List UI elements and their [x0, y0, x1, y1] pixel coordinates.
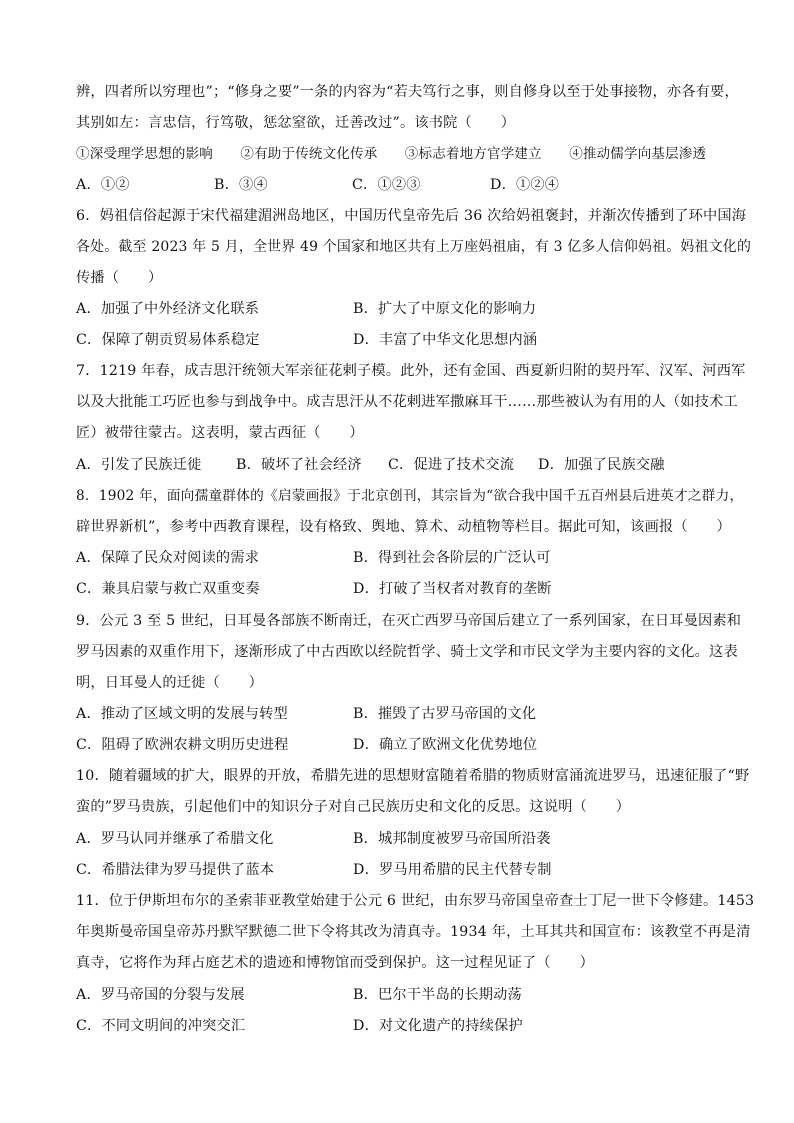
- q8-stem-line-2: 辟世界新机”，参考中西教育课程，设有格致、舆地、算术、动植物等栏目。据此可知，该画报（ ）: [76, 519, 731, 535]
- q5-statements: ①深受理学思想的影响 ②有助于传统文化传承 ③标志着地方官学建立 ④推动儒学向基层渗透: [76, 146, 707, 162]
- q7-option-a[interactable]: A．引发了民族迁徙: [76, 457, 202, 473]
- q6-option-c[interactable]: C．保障了朝贡贸易体系稳定: [76, 332, 260, 348]
- q5-stem-line-2: 其别如左：言忠信，行笃敬，惩忿窒欲，迁善改过”。该书院（ ）: [76, 115, 516, 131]
- q7-stem-line-2: 以及大批能工巧匠也参与到战争中。成吉思汗从不花剌进军撒麻耳干……那些被认为有用的人（如技术工: [76, 394, 738, 410]
- q10-option-c[interactable]: C．希腊法律为罗马提供了蓝本: [76, 862, 275, 878]
- q11-option-b[interactable]: B．巴尔干半岛的长期动荡: [353, 987, 522, 1003]
- q9-option-d[interactable]: D．确立了欧洲文化优势地位: [353, 737, 538, 753]
- q10-option-a[interactable]: A．罗马认同并继承了希腊文化: [76, 831, 274, 847]
- q6-stem-line-3: 传播（ ）: [76, 270, 163, 286]
- q8-stem-line-1: 8．1902 年，面向孺童群体的《启蒙画报》于北京创刊，其宗旨为“欲合我中国千五百州县后进英才之群力，: [76, 488, 744, 504]
- q5-option-c[interactable]: C．①②③: [352, 177, 421, 193]
- q11-stem-line-3: 真寺，它将作为拜占庭艺术的遗迹和博物馆而受到保护。这一过程见证了（ ）: [76, 955, 594, 971]
- q7-stem-line-1: 7．1219 年春，成吉思汗统领大军亲征花剌子模。此外，还有金国、西夏新归附的契丹军、汉军、河西军: [76, 363, 746, 379]
- q6-stem-line-1: 6．妈祖信俗起源于宋代福建湄洲岛地区，中国历代皇帝先后 36 次给妈祖褒封，并渐次传播到了环中国海: [76, 208, 747, 224]
- q5-option-a[interactable]: A．①②: [76, 177, 130, 193]
- q8-option-c[interactable]: C．兼具启蒙与救亡双重变奏: [76, 581, 260, 597]
- q8-option-b[interactable]: B．得到社会各阶层的广泛认可: [353, 550, 551, 566]
- q5-option-b[interactable]: B．③④: [214, 177, 268, 193]
- q7-stem-line-3: 匠）被带往蒙古。这表明，蒙古西征（ ）: [76, 425, 364, 441]
- q9-option-b[interactable]: B．摧毁了古罗马帝国的文化: [353, 706, 537, 722]
- q11-option-d[interactable]: D．对文化遗产的持续保护: [353, 1018, 523, 1034]
- q6-stem-line-2: 各处。截至 2023 年 5 月，全世界 49 个国家和地区共有上万座妈祖庙，有 3 亿多人信仰妈祖。妈祖文化的: [76, 239, 752, 255]
- q9-option-c[interactable]: C．阻碍了欧洲农耕文明历史进程: [76, 737, 289, 753]
- q9-stem-line-2: 罗马因素的双重作用下，逐渐形成了中古西欧以经院哲学、骑士文学和市民文学为主要内容的文化。这表: [76, 644, 738, 660]
- q8-option-a[interactable]: A．保障了民众对阅读的需求: [76, 550, 260, 566]
- q6-option-d[interactable]: D．丰富了中华文化思想内涵: [353, 332, 538, 348]
- q10-option-b[interactable]: B．城邦制度被罗马帝国所沿袭: [353, 831, 551, 847]
- q6-option-a[interactable]: A．加强了中外经济文化联系: [76, 301, 260, 317]
- q10-option-d[interactable]: D．罗马用希腊的民主代替专制: [353, 862, 552, 878]
- q6-option-b[interactable]: B．扩大了中原文化的影响力: [353, 301, 537, 317]
- q7-option-b[interactable]: B．破坏了社会经济: [236, 457, 362, 473]
- q9-stem-line-3: 明，日耳曼人的迁徙（ ）: [76, 675, 264, 691]
- q5-option-d[interactable]: D．①②④: [490, 177, 560, 193]
- q9-stem-line-1: 9．公元 3 至 5 世纪，日耳曼各部族不断南迁，在灭亡西罗马帝国后建立了一系列国家，在日耳曼因素和: [76, 613, 742, 629]
- q7-option-c[interactable]: C．促进了技术交流: [388, 457, 515, 473]
- q11-stem-line-2: 年奥斯曼帝国皇帝苏丹默罕默德二世下令将其改为清真寺。1934 年，土耳其共和国宣布：该教堂不再是清: [76, 924, 751, 940]
- q9-option-a[interactable]: A．推动了区域文明的发展与转型: [76, 706, 288, 722]
- q10-stem-line-1: 10．随着疆域的扩大，眼界的开放，希腊先进的思想财富随着希腊的物质财富涌流进罗马，迅速征服了“野: [76, 768, 750, 784]
- q11-option-a[interactable]: A．罗马帝国的分裂与发展: [76, 987, 245, 1003]
- q7-option-d[interactable]: D．加强了民族交融: [538, 457, 665, 473]
- q5-stem-line-1: 辨，四者所以穷理也”；“修身之要”一条的内容为“若夫笃行之事，则自修身以至于处事接物，亦各有要，: [76, 84, 739, 100]
- q11-option-c[interactable]: C．不同文明间的冲突交汇: [76, 1018, 246, 1034]
- q11-stem-line-1: 11．位于伊斯坦布尔的圣索菲亚教堂始建于公元 6 世纪，由东罗马帝国皇帝查士丁尼一世下令修建。1453: [76, 893, 755, 909]
- q10-stem-line-2: 蛮的”罗马贵族，引起他们中的知识分子对自己民族历史和文化的反思。这说明（ ）: [76, 799, 631, 815]
- q8-option-d[interactable]: D．打破了当权者对教育的垄断: [353, 581, 552, 597]
